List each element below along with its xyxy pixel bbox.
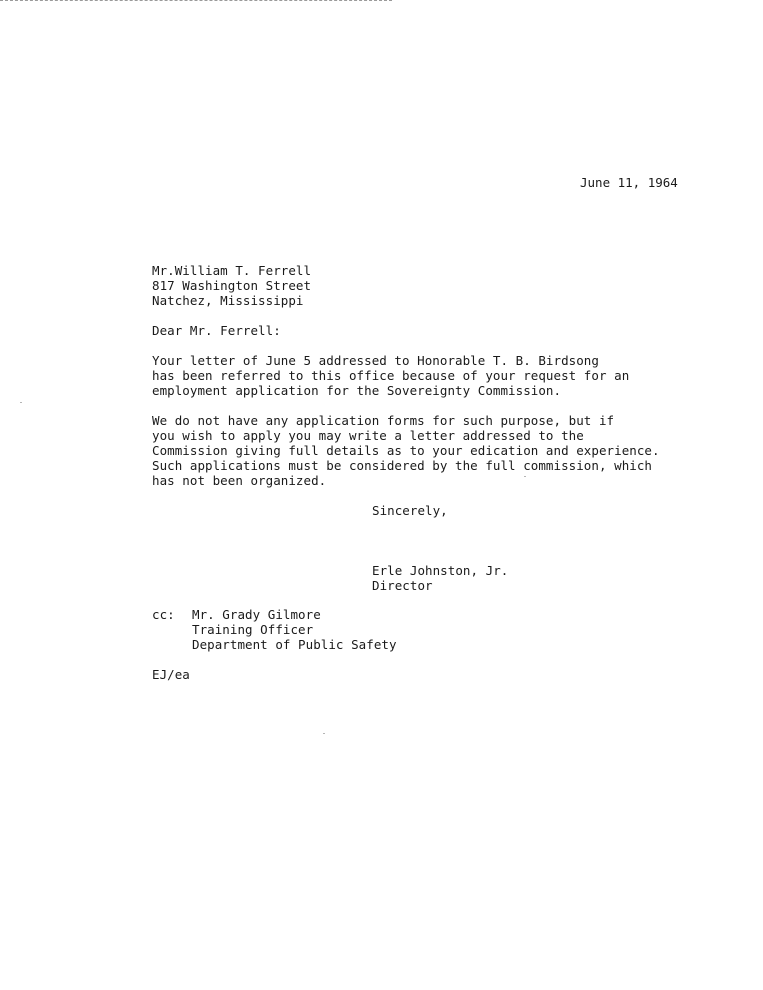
typist-initials: EJ/ea [152,667,190,682]
signer-title: Director [372,578,433,593]
paragraph2-line: Such applications must be considered by the full commission, which [152,458,652,473]
salutation: Dear Mr. Ferrell: [152,323,281,338]
paragraph1-line: Your letter of June 5 addressed to Honorable T. B. Birdsong [152,353,599,368]
paragraph2-line: has not been organized. [152,473,327,488]
scan-speck [524,476,526,477]
cc-name: Mr. Grady Gilmore [192,607,321,622]
recipient-city: Natchez, Mississippi [152,293,304,308]
letter-date: June 11, 1964 [580,175,678,190]
recipient-name: Mr.William T. Ferrell [152,263,312,278]
paragraph1-line: has been referred to this office because of your request for an [152,368,630,383]
signer-name: Erle Johnston, Jr. [372,563,509,578]
top-dashed-edge [0,0,392,1]
cc-title: Training Officer [192,622,314,637]
paragraph1-line: employment application for the Sovereignty Commission. [152,383,562,398]
closing: Sincerely, [372,503,448,518]
paragraph2-line: Commission giving full details as to your edication and experience. [152,443,660,458]
cc-department: Department of Public Safety [192,637,397,652]
scan-speck [323,733,325,734]
paragraph2-line: We do not have any application forms for such purpose, but if [152,413,615,428]
scan-speck [20,402,22,403]
recipient-street: 817 Washington Street [152,278,312,293]
paragraph2-line: you wish to apply you may write a letter addressed to the [152,428,584,443]
cc-label: cc: [152,607,175,622]
